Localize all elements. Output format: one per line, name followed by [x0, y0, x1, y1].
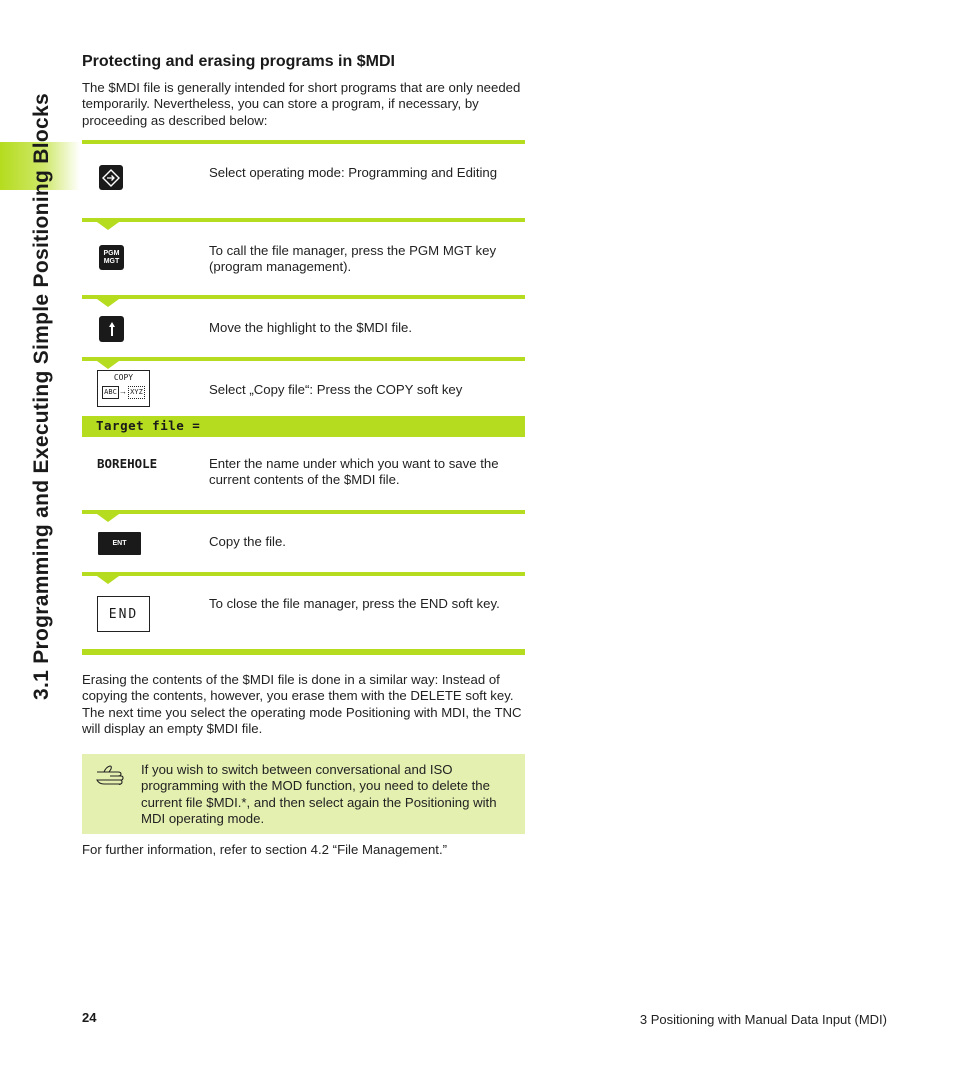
- target-file-prompt-bar: [82, 416, 525, 437]
- arrow-up-key[interactable]: [99, 316, 124, 342]
- step-divider: [82, 510, 525, 514]
- pointing-hand-icon: [96, 764, 130, 786]
- section-title: Protecting and erasing programs in $MDI: [82, 53, 395, 70]
- programming-mode-key[interactable]: [99, 165, 123, 190]
- chapter-footer: 3 Positioning with Manual Data Input (MDI): [639, 1012, 887, 1027]
- ent-key[interactable]: [98, 532, 141, 555]
- further-info: For further information, refer to section 4.2 “File Management.”: [82, 842, 448, 857]
- note-text: If you wish to switch between conversational and ISO programming with the MOD function, you need to delete the current file $MDI.*, and then select again the Positioning with MDI operating mode.: [141, 762, 497, 826]
- step-1-text: Select operating mode: Programming and Editing: [209, 165, 498, 180]
- step-2-text: To call the file manager, press the PGM MGT key (program management).: [209, 243, 497, 275]
- step-arrow: [97, 222, 119, 230]
- step-divider: [82, 357, 525, 361]
- erase-paragraph: Erasing the contents of the $MDI file is done in a similar way: Instead of copying the contents, however, you erase them with the DELETE soft key. The next time you select the operating mode Positioning with MDI, the TNC will display an empty $MDI file.: [82, 672, 522, 736]
- step-arrow: [97, 576, 119, 584]
- programming-mode-icon: [102, 169, 120, 187]
- page-number: 24: [82, 1010, 97, 1025]
- copy-softkey-label: COPY: [113, 373, 134, 382]
- step-divider: [82, 218, 525, 222]
- intro-paragraph: The $MDI file is generally intended for short programs that are only needed temporarily. Nevertheless, you can store a program, if necessary, by proceeding as described below:: [82, 80, 521, 128]
- end-softkey[interactable]: [97, 596, 150, 632]
- filename-entry[interactable]: BOREHOLE: [97, 456, 158, 471]
- step-arrow: [97, 361, 119, 369]
- step-5-text: Enter the name under which you want to save the current contents of the $MDI file.: [209, 456, 499, 488]
- step-divider: [82, 295, 525, 299]
- step-arrow: [97, 514, 119, 522]
- target-file-prompt: Target file =: [96, 418, 201, 433]
- pgm-mgt-key[interactable]: [99, 245, 124, 270]
- end-softkey-label: END: [108, 606, 139, 622]
- step-3-text: Move the highlight to the $MDI file.: [209, 320, 413, 335]
- note-box: [82, 754, 525, 834]
- copy-arrow-icon: →: [119, 387, 127, 396]
- arrow-up-icon: [107, 321, 117, 337]
- copy-softkey[interactable]: [97, 370, 150, 407]
- step-6-text: Copy the file.: [209, 534, 286, 549]
- copy-target-box: XYZ: [128, 386, 145, 399]
- side-heading: 3.1 Programming and Executing Simple Positioning Blocks: [30, 93, 53, 700]
- ent-key-label: ENT: [112, 540, 127, 547]
- step-divider: [82, 572, 525, 576]
- step-arrow: [97, 299, 119, 307]
- steps-end-bar: [82, 649, 525, 655]
- step-divider: [82, 140, 525, 144]
- step-7-text: To close the file manager, press the END soft key.: [209, 596, 500, 611]
- pgm-mgt-key-label: PGM MGT: [103, 249, 120, 265]
- copy-source-box: ABC: [102, 386, 119, 399]
- step-4-text: Select „Copy file“: Press the COPY soft key: [209, 382, 463, 397]
